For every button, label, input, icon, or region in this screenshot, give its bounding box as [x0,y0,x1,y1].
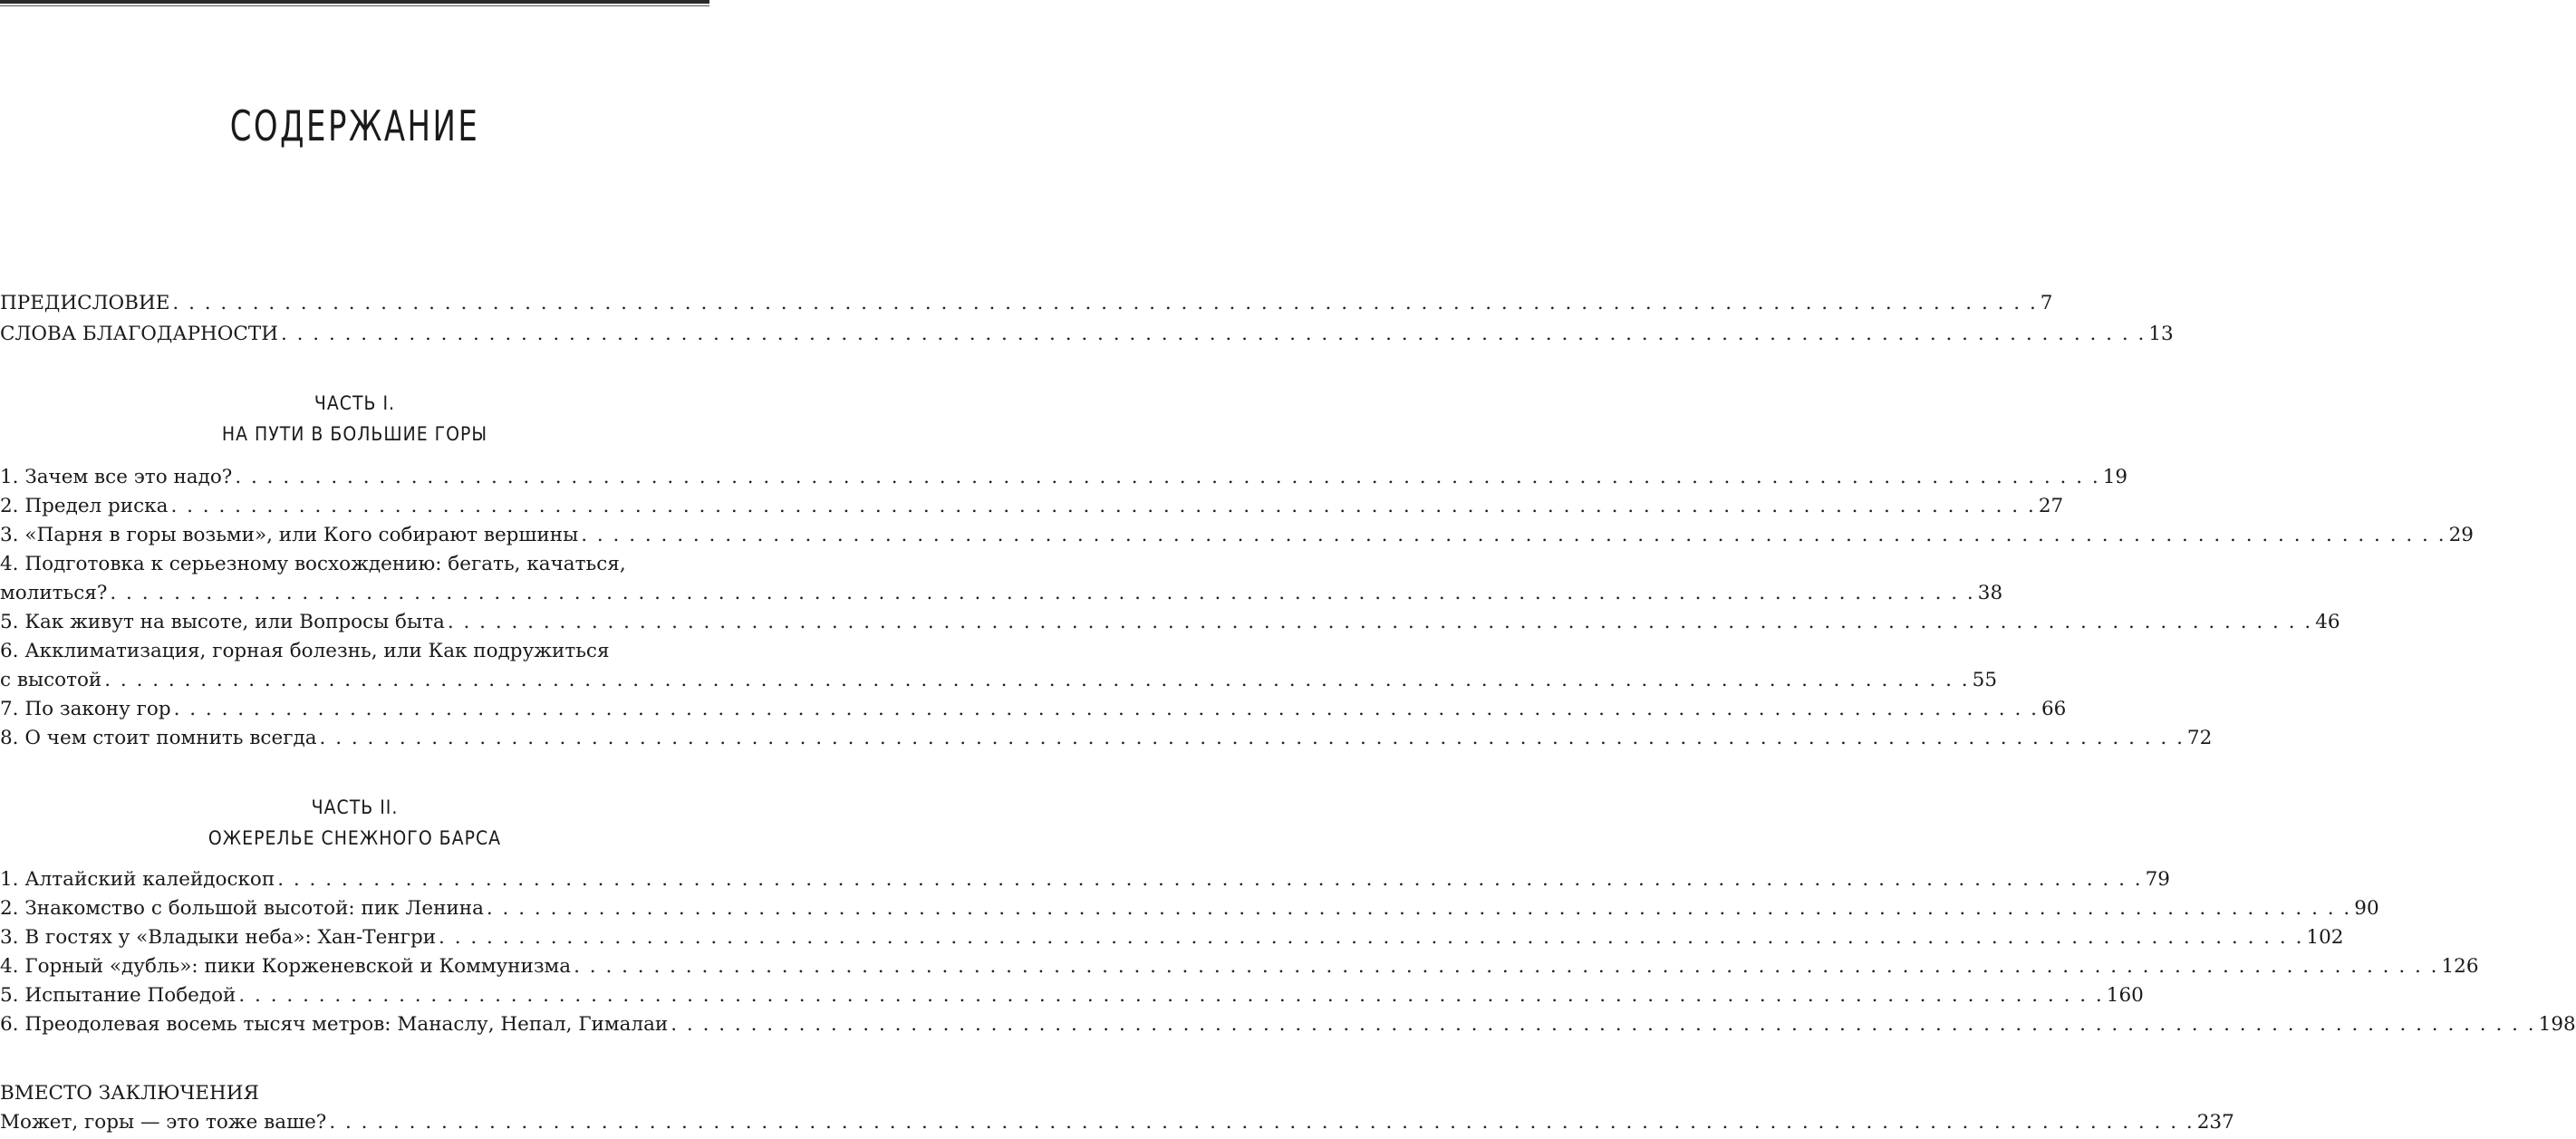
leader-dots [448,610,2312,635]
toc-entry-label: 6. Преодолевая восемь тысяч метров: Манаслу, Непал, Гималаи [0,1013,669,1036]
leader-dots [277,867,2142,893]
toc-entry-page: 126 [2441,955,2479,978]
toc-entry-page: 7 [2040,292,2053,314]
toc-entry-acknowledgements [0,322,2174,347]
toc-entry-page: 38 [1977,582,2003,604]
part2-subtitle: ОЖЕРЕЛЬЕ СНЕЖНОГО БАРСА [207,827,502,849]
toc-entry-label: 1. Зачем все это надо? [0,466,233,488]
toc-entry-label: 2. Предел риска [0,495,169,517]
toc-entry-first-line: 4. Подготовка к серьезному восхождению: бегать, качаться, [0,553,626,575]
toc-entry-page: 198 [2538,1013,2576,1036]
leader-dots [439,925,2303,951]
toc-entry-label: 7. По закону гор [0,698,171,720]
leader-dots [110,581,1974,606]
toc-entry-page: 13 [2148,323,2174,345]
toc-entry-label: молиться? [0,582,108,604]
toc-entry [0,494,2064,519]
leader-dots [170,494,2035,519]
top-rule-thin [0,5,709,6]
toc-entry-label: Может, горы — это тоже ваше? [0,1111,327,1134]
leader-dots [487,896,2351,922]
toc-entry-page: 72 [2186,727,2213,749]
toc-entry-label: 3. «Парня в горы возьми», или Кого собирают вершины [0,524,579,546]
toc-entry [0,896,2379,922]
toc-entry-label: СЛОВА БЛАГОДАРНОСТИ [0,323,278,345]
toc-entry [0,697,2067,722]
toc-entry-label: с высотой [0,669,102,691]
leader-dots [172,291,2037,316]
toc-entry-page: 237 [2196,1111,2234,1134]
leader-dots [574,954,2438,980]
toc-entry [0,983,2144,1009]
leader-dots [281,322,2146,347]
leader-dots [329,1110,2194,1135]
toc-entry-page: 19 [2102,466,2128,488]
toc-entry-page: 46 [2315,611,2340,633]
toc-entry [0,465,2128,490]
leader-dots [671,1012,2535,1038]
part1-subtitle: НА ПУТИ В БОЛЬШИЕ ГОРЫ [221,423,488,445]
toc-entry-preface [0,291,2053,316]
toc-entry-page: 79 [2145,868,2170,891]
toc-entry-closing [0,1110,2234,1135]
toc-entry-page: 160 [2106,984,2144,1007]
toc-entry-label: 8. О чем стоит помнить всегда [0,727,317,749]
toc-entry-label: 3. В гостях у «Владыки неба»: Хан-Тенгри [0,926,437,949]
toc-entry [0,610,2340,635]
toc-entry-page: 90 [2354,897,2379,920]
toc-entry [0,668,1997,693]
toc-entry-page: 27 [2038,495,2064,517]
toc-entry [0,954,2479,980]
leader-dots [235,465,2099,490]
leader-dots [238,983,2103,1009]
toc-entry [0,867,2170,893]
toc-entry-label: 1. Алтайский калейдоскоп [0,868,275,891]
toc-entry-label: 2. Знакомство с большой высотой: пик Ленина [0,897,484,920]
top-rule [0,0,709,4]
toc-entry-first-line: 6. Акклиматизация, горная болезнь, или Как подружиться [0,640,610,662]
toc-entry-page: 29 [2448,524,2474,546]
leader-dots [104,668,1969,693]
toc-entry [0,726,2213,751]
toc-entry-label: 5. Как живут на высоте, или Вопросы быта [0,611,445,633]
toc-entry-label: 4. Горный «дубль»: пики Корженевской и Коммунизма [0,955,572,978]
leader-dots [581,523,2446,548]
toc-entry-page: 66 [2041,698,2067,720]
toc-entry [0,523,2474,548]
leader-dots [174,697,2039,722]
toc-entry-label: 5. Испытание Победой [0,984,236,1007]
toc-entry [0,581,2003,606]
toc-entry [0,1012,2576,1038]
toc-entry-label: ПРЕДИСЛОВИЕ [0,292,170,314]
leader-dots [320,726,2185,751]
page-title: СОДЕРЖАНИЕ [229,101,480,150]
part2-heading: ЧАСТЬ II. [311,796,399,818]
closing-heading: ВМЕСТО ЗАКЛЮЧЕНИЯ [0,1082,259,1105]
toc-entry-page: 55 [1972,669,1997,691]
toc-entry-page: 102 [2306,926,2344,949]
part1-heading: ЧАСТЬ I. [314,392,396,414]
toc-entry [0,925,2344,951]
